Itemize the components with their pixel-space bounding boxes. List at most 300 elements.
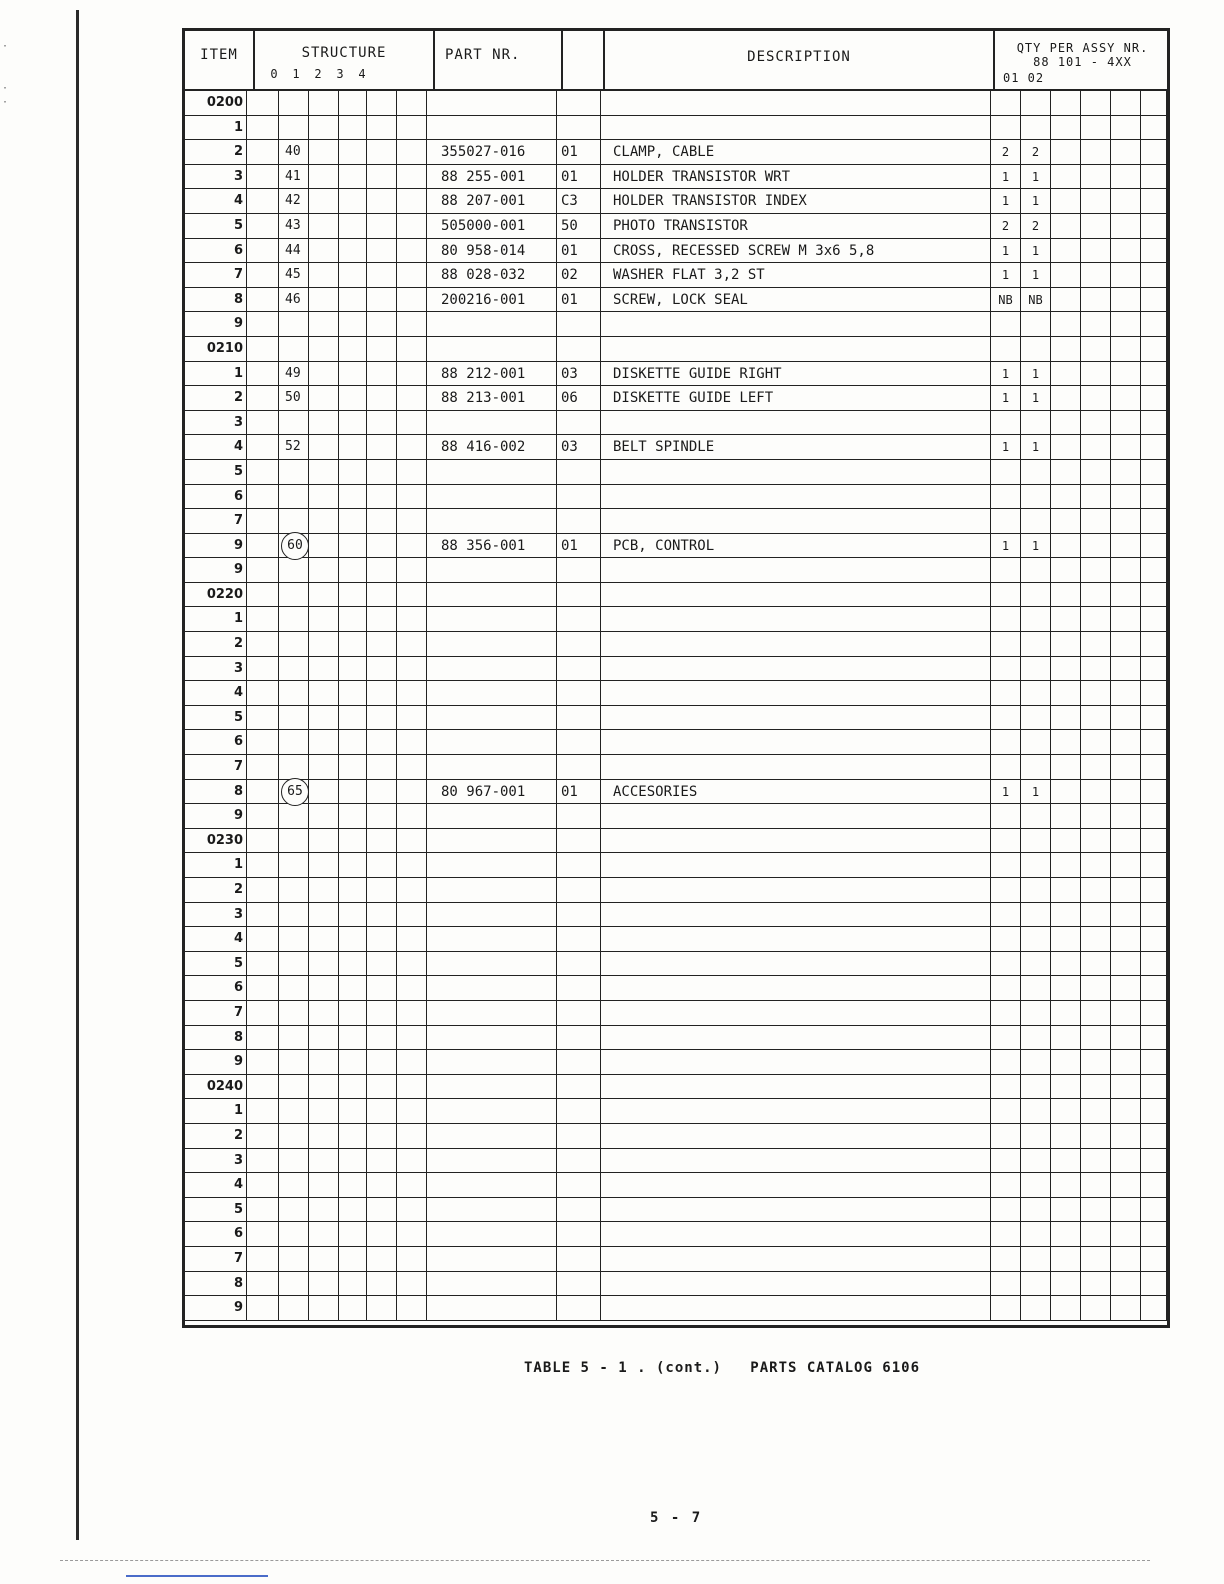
qty-col-4 bbox=[1081, 1272, 1111, 1296]
row-qty-02 bbox=[1021, 485, 1051, 509]
struct-4 bbox=[367, 140, 397, 164]
qty-col-6 bbox=[1141, 189, 1167, 213]
row-part-nr bbox=[427, 632, 557, 656]
struct-3 bbox=[339, 583, 367, 607]
table-row bbox=[185, 534, 1167, 559]
struct-0 bbox=[247, 1099, 279, 1123]
row-part-nr bbox=[427, 755, 557, 779]
struct-0 bbox=[247, 239, 279, 263]
row-description bbox=[601, 91, 991, 115]
qty-col-6 bbox=[1141, 460, 1167, 484]
row-description: WASHER FLAT 3,2 ST bbox=[601, 263, 991, 287]
row-item: 6 bbox=[185, 239, 247, 263]
row-code: 01 bbox=[557, 780, 601, 804]
row-qty-02 bbox=[1021, 91, 1051, 115]
qty-col-3 bbox=[1051, 362, 1081, 386]
row-code: 01 bbox=[557, 534, 601, 558]
row-code: 02 bbox=[557, 263, 601, 287]
struct-ref bbox=[279, 337, 309, 361]
struct-ref: 43 bbox=[279, 214, 309, 238]
qty-col-4 bbox=[1081, 755, 1111, 779]
struct-ref bbox=[279, 927, 309, 951]
struct-4 bbox=[367, 681, 397, 705]
row-item: 6 bbox=[185, 485, 247, 509]
row-item: 2 bbox=[185, 386, 247, 410]
struct-2 bbox=[309, 214, 339, 238]
struct-4 bbox=[367, 337, 397, 361]
qty-col-4 bbox=[1081, 116, 1111, 140]
row-qty-02 bbox=[1021, 1075, 1051, 1099]
row-item: 5 bbox=[185, 706, 247, 730]
row-qty-01 bbox=[991, 657, 1021, 681]
struct-4 bbox=[367, 1247, 397, 1271]
row-code: C3 bbox=[557, 189, 601, 213]
table-caption bbox=[0, 1360, 1224, 1376]
qty-col-4 bbox=[1081, 780, 1111, 804]
struct-3 bbox=[339, 509, 367, 533]
qty-col-6 bbox=[1141, 386, 1167, 410]
qty-col-3 bbox=[1051, 780, 1081, 804]
row-item: 7 bbox=[185, 755, 247, 779]
row-part-nr bbox=[427, 681, 557, 705]
qty-col-5 bbox=[1111, 657, 1141, 681]
struct-ref bbox=[279, 1001, 309, 1025]
qty-col-5 bbox=[1111, 1198, 1141, 1222]
table-row bbox=[185, 1173, 1167, 1198]
struct-2 bbox=[309, 853, 339, 877]
row-qty-02: 1 bbox=[1021, 189, 1051, 213]
struct-4 bbox=[367, 1173, 397, 1197]
row-qty-01 bbox=[991, 1050, 1021, 1074]
struct-3 bbox=[339, 632, 367, 656]
qty-col-6 bbox=[1141, 1222, 1167, 1246]
qty-col-6 bbox=[1141, 214, 1167, 238]
row-qty-02 bbox=[1021, 829, 1051, 853]
qty-col-3 bbox=[1051, 288, 1081, 312]
qty-col-6 bbox=[1141, 509, 1167, 533]
row-code bbox=[557, 952, 601, 976]
qty-col-6 bbox=[1141, 853, 1167, 877]
table-row bbox=[185, 411, 1167, 436]
struct-ref: 49 bbox=[279, 362, 309, 386]
qty-col-6 bbox=[1141, 534, 1167, 558]
row-code bbox=[557, 91, 601, 115]
row-code bbox=[557, 706, 601, 730]
qty-col-5 bbox=[1111, 509, 1141, 533]
row-qty-01: 1 bbox=[991, 165, 1021, 189]
struct-3 bbox=[339, 1075, 367, 1099]
row-code: 01 bbox=[557, 239, 601, 263]
qty-col-6 bbox=[1141, 780, 1167, 804]
struct-0 bbox=[247, 189, 279, 213]
struct-ref bbox=[279, 460, 309, 484]
struct-5 bbox=[397, 1124, 427, 1148]
struct-2 bbox=[309, 337, 339, 361]
qty-col-6 bbox=[1141, 607, 1167, 631]
struct-2 bbox=[309, 1198, 339, 1222]
struct-4 bbox=[367, 460, 397, 484]
row-item: 4 bbox=[185, 681, 247, 705]
row-code bbox=[557, 1149, 601, 1173]
row-code: 01 bbox=[557, 140, 601, 164]
row-code bbox=[557, 1222, 601, 1246]
row-item: 8 bbox=[185, 1272, 247, 1296]
qty-col-4 bbox=[1081, 1149, 1111, 1173]
row-description bbox=[601, 583, 991, 607]
qty-col-3 bbox=[1051, 435, 1081, 459]
row-description: SCREW, LOCK SEAL bbox=[601, 288, 991, 312]
row-part-nr bbox=[427, 829, 557, 853]
struct-2 bbox=[309, 1173, 339, 1197]
struct-3 bbox=[339, 411, 367, 435]
table-row bbox=[185, 460, 1167, 485]
struct-2 bbox=[309, 657, 339, 681]
row-code bbox=[557, 583, 601, 607]
header-structure bbox=[255, 31, 435, 89]
row-part-nr: 88 207-001 bbox=[427, 189, 557, 213]
row-qty-01 bbox=[991, 411, 1021, 435]
row-description bbox=[601, 1272, 991, 1296]
struct-5 bbox=[397, 337, 427, 361]
struct-ref bbox=[279, 558, 309, 582]
qty-col-4 bbox=[1081, 165, 1111, 189]
row-description bbox=[601, 1001, 991, 1025]
struct-3 bbox=[339, 165, 367, 189]
row-item: 7 bbox=[185, 1247, 247, 1271]
qty-col-4 bbox=[1081, 558, 1111, 582]
row-qty-02: 1 bbox=[1021, 386, 1051, 410]
qty-col-5 bbox=[1111, 804, 1141, 828]
struct-0 bbox=[247, 460, 279, 484]
qty-col-6 bbox=[1141, 116, 1167, 140]
qty-col-4 bbox=[1081, 657, 1111, 681]
qty-col-6 bbox=[1141, 263, 1167, 287]
struct-5 bbox=[397, 386, 427, 410]
struct-ref bbox=[279, 878, 309, 902]
row-qty-02 bbox=[1021, 903, 1051, 927]
struct-4 bbox=[367, 1149, 397, 1173]
row-item: 6 bbox=[185, 976, 247, 1000]
row-part-nr bbox=[427, 878, 557, 902]
row-part-nr bbox=[427, 509, 557, 533]
row-qty-02 bbox=[1021, 337, 1051, 361]
row-item: 3 bbox=[185, 1149, 247, 1173]
table-row bbox=[185, 1075, 1167, 1100]
struct-0 bbox=[247, 780, 279, 804]
row-qty-01 bbox=[991, 927, 1021, 951]
qty-col-3 bbox=[1051, 140, 1081, 164]
struct-2 bbox=[309, 1075, 339, 1099]
row-description bbox=[601, 558, 991, 582]
row-code bbox=[557, 509, 601, 533]
qty-col-4 bbox=[1081, 1026, 1111, 1050]
row-part-nr bbox=[427, 411, 557, 435]
struct-4 bbox=[367, 706, 397, 730]
row-description bbox=[601, 903, 991, 927]
qty-col-4 bbox=[1081, 878, 1111, 902]
struct-2 bbox=[309, 903, 339, 927]
row-part-nr: 88 255-001 bbox=[427, 165, 557, 189]
struct-5 bbox=[397, 755, 427, 779]
row-code bbox=[557, 1001, 601, 1025]
struct-ref: 42 bbox=[279, 189, 309, 213]
row-qty-02 bbox=[1021, 1026, 1051, 1050]
qty-col-6 bbox=[1141, 657, 1167, 681]
qty-col-4 bbox=[1081, 239, 1111, 263]
qty-col-3 bbox=[1051, 312, 1081, 336]
table-row bbox=[185, 558, 1167, 583]
struct-4 bbox=[367, 1099, 397, 1123]
qty-col-5 bbox=[1111, 1222, 1141, 1246]
row-description: HOLDER TRANSISTOR WRT bbox=[601, 165, 991, 189]
qty-col-5 bbox=[1111, 534, 1141, 558]
row-code bbox=[557, 1247, 601, 1271]
struct-ref bbox=[279, 903, 309, 927]
struct-0 bbox=[247, 337, 279, 361]
row-description bbox=[601, 1075, 991, 1099]
row-item: 1 bbox=[185, 607, 247, 631]
row-part-nr bbox=[427, 927, 557, 951]
qty-col-5 bbox=[1111, 214, 1141, 238]
qty-col-3 bbox=[1051, 337, 1081, 361]
table-row bbox=[185, 755, 1167, 780]
struct-5 bbox=[397, 657, 427, 681]
struct-3 bbox=[339, 952, 367, 976]
header-qty-title: QTY PER ASSY NR. bbox=[1016, 41, 1149, 55]
struct-5 bbox=[397, 1296, 427, 1320]
row-qty-01: 1 bbox=[991, 435, 1021, 459]
table-row bbox=[185, 976, 1167, 1001]
qty-col-5 bbox=[1111, 386, 1141, 410]
row-qty-01 bbox=[991, 509, 1021, 533]
struct-5 bbox=[397, 140, 427, 164]
row-description bbox=[601, 927, 991, 951]
row-code bbox=[557, 116, 601, 140]
struct-0 bbox=[247, 976, 279, 1000]
struct-5 bbox=[397, 1173, 427, 1197]
struct-2 bbox=[309, 780, 339, 804]
row-qty-02 bbox=[1021, 1296, 1051, 1320]
row-description: DISKETTE GUIDE LEFT bbox=[601, 386, 991, 410]
qty-col-6 bbox=[1141, 632, 1167, 656]
qty-col-5 bbox=[1111, 362, 1141, 386]
qty-col-4 bbox=[1081, 214, 1111, 238]
row-description bbox=[601, 853, 991, 877]
row-code bbox=[557, 1099, 601, 1123]
struct-4 bbox=[367, 485, 397, 509]
row-qty-01 bbox=[991, 485, 1021, 509]
qty-col-5 bbox=[1111, 1173, 1141, 1197]
row-qty-01 bbox=[991, 706, 1021, 730]
row-description bbox=[601, 1198, 991, 1222]
row-description bbox=[601, 681, 991, 705]
table-row bbox=[185, 607, 1167, 632]
qty-col-4 bbox=[1081, 337, 1111, 361]
row-code bbox=[557, 878, 601, 902]
qty-col-3 bbox=[1051, 1001, 1081, 1025]
struct-2 bbox=[309, 1272, 339, 1296]
struct-2 bbox=[309, 829, 339, 853]
row-qty-01 bbox=[991, 1149, 1021, 1173]
qty-col-3 bbox=[1051, 681, 1081, 705]
row-description bbox=[601, 632, 991, 656]
row-part-nr: 505000-001 bbox=[427, 214, 557, 238]
qty-col-4 bbox=[1081, 91, 1111, 115]
table-row bbox=[185, 165, 1167, 190]
row-part-nr bbox=[427, 1124, 557, 1148]
row-part-nr bbox=[427, 952, 557, 976]
struct-2 bbox=[309, 140, 339, 164]
struct-4 bbox=[367, 1075, 397, 1099]
struct-5 bbox=[397, 1026, 427, 1050]
qty-col-3 bbox=[1051, 1026, 1081, 1050]
row-item: 0230 bbox=[185, 829, 247, 853]
struct-ref bbox=[279, 1173, 309, 1197]
struct-4 bbox=[367, 91, 397, 115]
struct-5 bbox=[397, 91, 427, 115]
row-part-nr bbox=[427, 1026, 557, 1050]
row-part-nr bbox=[427, 116, 557, 140]
qty-col-5 bbox=[1111, 1026, 1141, 1050]
struct-5 bbox=[397, 214, 427, 238]
row-part-nr bbox=[427, 1050, 557, 1074]
row-qty-02 bbox=[1021, 558, 1051, 582]
qty-col-5 bbox=[1111, 91, 1141, 115]
row-part-nr bbox=[427, 583, 557, 607]
struct-3 bbox=[339, 312, 367, 336]
row-qty-02 bbox=[1021, 411, 1051, 435]
struct-5 bbox=[397, 534, 427, 558]
circled-ref: 65 bbox=[281, 778, 309, 806]
table-row bbox=[185, 853, 1167, 878]
row-item: 0210 bbox=[185, 337, 247, 361]
struct-2 bbox=[309, 534, 339, 558]
qty-col-4 bbox=[1081, 411, 1111, 435]
table-row bbox=[185, 91, 1167, 116]
struct-ref bbox=[279, 1296, 309, 1320]
struct-2 bbox=[309, 1296, 339, 1320]
table-row bbox=[185, 1001, 1167, 1026]
table-row bbox=[185, 1149, 1167, 1174]
qty-col-6 bbox=[1141, 1272, 1167, 1296]
struct-5 bbox=[397, 239, 427, 263]
qty-col-5 bbox=[1111, 1272, 1141, 1296]
struct-4 bbox=[367, 1050, 397, 1074]
struct-5 bbox=[397, 829, 427, 853]
struct-0 bbox=[247, 829, 279, 853]
row-code: 06 bbox=[557, 386, 601, 410]
row-part-nr bbox=[427, 804, 557, 828]
struct-4 bbox=[367, 362, 397, 386]
qty-col-3 bbox=[1051, 657, 1081, 681]
row-qty-01: 1 bbox=[991, 189, 1021, 213]
row-code bbox=[557, 1050, 601, 1074]
qty-col-6 bbox=[1141, 411, 1167, 435]
qty-col-6 bbox=[1141, 1296, 1167, 1320]
row-qty-02: 1 bbox=[1021, 534, 1051, 558]
row-item: 0240 bbox=[185, 1075, 247, 1099]
qty-col-3 bbox=[1051, 583, 1081, 607]
qty-col-5 bbox=[1111, 829, 1141, 853]
row-part-nr: 88 213-001 bbox=[427, 386, 557, 410]
qty-col-3 bbox=[1051, 632, 1081, 656]
struct-4 bbox=[367, 1222, 397, 1246]
qty-col-4 bbox=[1081, 1075, 1111, 1099]
row-qty-02 bbox=[1021, 583, 1051, 607]
qty-col-3 bbox=[1051, 1222, 1081, 1246]
struct-4 bbox=[367, 730, 397, 754]
table-row bbox=[185, 116, 1167, 141]
table-row bbox=[185, 288, 1167, 313]
struct-2 bbox=[309, 878, 339, 902]
row-code: 01 bbox=[557, 165, 601, 189]
struct-4 bbox=[367, 288, 397, 312]
row-description bbox=[601, 730, 991, 754]
row-qty-01 bbox=[991, 1026, 1021, 1050]
struct-ref bbox=[279, 681, 309, 705]
row-part-nr bbox=[427, 730, 557, 754]
row-qty-02 bbox=[1021, 1272, 1051, 1296]
struct-ref: 41 bbox=[279, 165, 309, 189]
row-part-nr bbox=[427, 853, 557, 877]
row-item: 5 bbox=[185, 952, 247, 976]
row-qty-01 bbox=[991, 1124, 1021, 1148]
struct-5 bbox=[397, 165, 427, 189]
row-qty-01 bbox=[991, 460, 1021, 484]
table-body bbox=[185, 91, 1167, 1321]
qty-col-6 bbox=[1141, 706, 1167, 730]
struct-2 bbox=[309, 1050, 339, 1074]
row-qty-02: NB bbox=[1021, 288, 1051, 312]
struct-3 bbox=[339, 976, 367, 1000]
row-part-nr bbox=[427, 1222, 557, 1246]
row-qty-01 bbox=[991, 1272, 1021, 1296]
struct-0 bbox=[247, 706, 279, 730]
row-qty-02: 1 bbox=[1021, 263, 1051, 287]
struct-ref bbox=[279, 853, 309, 877]
row-item: 9 bbox=[185, 804, 247, 828]
struct-4 bbox=[367, 829, 397, 853]
qty-col-5 bbox=[1111, 681, 1141, 705]
qty-col-5 bbox=[1111, 337, 1141, 361]
row-item: 2 bbox=[185, 632, 247, 656]
struct-3 bbox=[339, 1124, 367, 1148]
struct-2 bbox=[309, 116, 339, 140]
row-description bbox=[601, 1099, 991, 1123]
row-qty-02 bbox=[1021, 952, 1051, 976]
header-qty-assy: 88 101 - 4XX bbox=[1033, 55, 1132, 69]
struct-5 bbox=[397, 1050, 427, 1074]
qty-col-4 bbox=[1081, 509, 1111, 533]
qty-col-5 bbox=[1111, 263, 1141, 287]
struct-3 bbox=[339, 681, 367, 705]
table-row bbox=[185, 1124, 1167, 1149]
page-number: 5 - 7 bbox=[650, 1510, 703, 1526]
struct-4 bbox=[367, 534, 397, 558]
row-part-nr bbox=[427, 1272, 557, 1296]
table-row bbox=[185, 1296, 1167, 1321]
structure-level: 3 bbox=[336, 67, 344, 81]
qty-col-6 bbox=[1141, 1026, 1167, 1050]
struct-ref bbox=[279, 1124, 309, 1148]
caption-title: PARTS CATALOG 6106 bbox=[750, 1360, 921, 1376]
struct-4 bbox=[367, 804, 397, 828]
struct-0 bbox=[247, 952, 279, 976]
row-qty-01 bbox=[991, 853, 1021, 877]
qty-col-4 bbox=[1081, 853, 1111, 877]
table-row bbox=[185, 1198, 1167, 1223]
qty-col-6 bbox=[1141, 1247, 1167, 1271]
